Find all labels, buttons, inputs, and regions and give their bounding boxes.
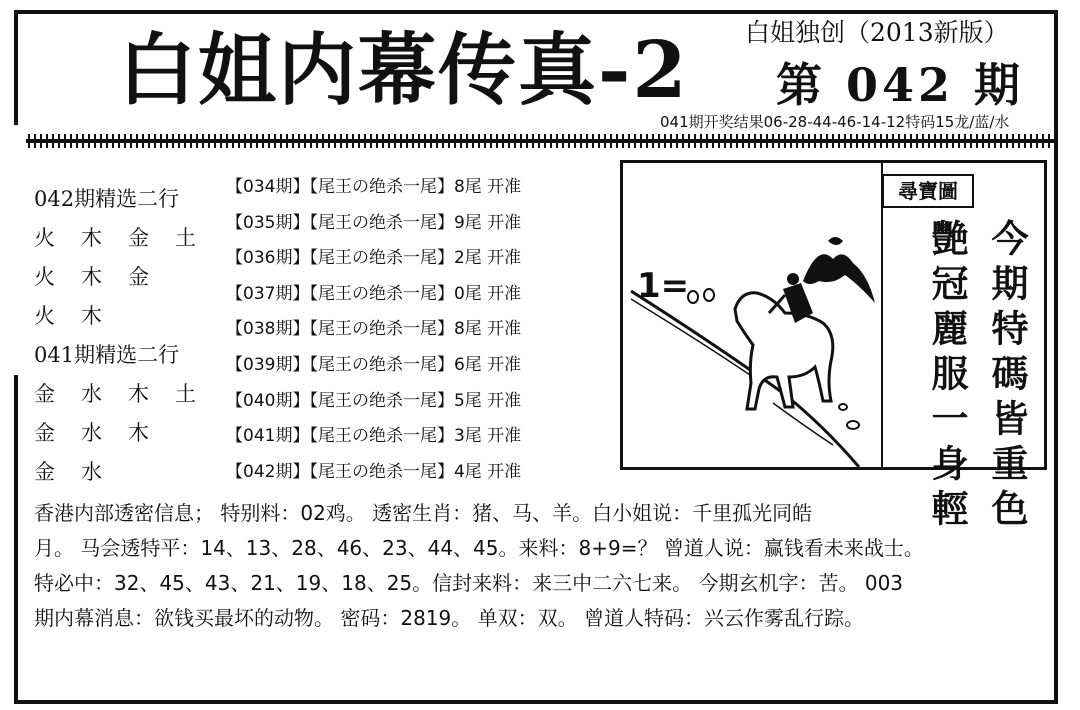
divider-tick xyxy=(370,134,372,148)
divider-tick xyxy=(70,134,72,148)
divider-tick xyxy=(826,134,828,148)
divider-tick xyxy=(616,134,618,148)
divider-tick xyxy=(622,134,624,148)
divider-tick xyxy=(766,134,768,148)
divider-tick xyxy=(400,134,402,148)
divider-tick xyxy=(820,134,822,148)
divider-tick xyxy=(442,134,444,148)
divider-tick xyxy=(280,134,282,148)
divider-tick xyxy=(586,134,588,148)
divider-tick xyxy=(286,134,288,148)
divider-tick xyxy=(334,134,336,148)
divider-tick xyxy=(652,134,654,148)
picks-041-title: 041期精选二行 xyxy=(34,343,180,367)
divider-tick xyxy=(778,134,780,148)
divider-tick xyxy=(898,134,900,148)
divider-tick xyxy=(712,134,714,148)
divider-tick xyxy=(136,134,138,148)
insider-notes xyxy=(34,496,1029,636)
divider-tick xyxy=(1000,134,1002,148)
divider-tick xyxy=(106,134,108,148)
divider-tick xyxy=(958,134,960,148)
divider-tick xyxy=(784,134,786,148)
divider-tick xyxy=(322,134,324,148)
divider-tick xyxy=(190,134,192,148)
divider-tick xyxy=(28,134,30,148)
divider-tick xyxy=(100,134,102,148)
divider-tick xyxy=(1006,134,1008,148)
divider-tick xyxy=(340,134,342,148)
divider-tick xyxy=(694,134,696,148)
note-line: 月。 马会透特平：14、13、28、46、23、44、45。来料：8+9=？ 曾道人说：赢钱看未来战士。 xyxy=(34,536,924,560)
divider-tick xyxy=(178,134,180,148)
frame-right-border xyxy=(1054,10,1058,704)
divider-tick xyxy=(964,134,966,148)
divider-tick xyxy=(994,134,996,148)
picture-number: 1= xyxy=(637,266,690,306)
divider-tick xyxy=(520,134,522,148)
divider-tick xyxy=(922,134,924,148)
divider-tick xyxy=(40,134,42,148)
divider-tick xyxy=(214,134,216,148)
picks-041-row: 金 水 木 xyxy=(34,421,149,445)
picks-panel xyxy=(34,180,224,492)
divider-tick xyxy=(916,134,918,148)
divider-tick xyxy=(292,134,294,148)
divider-tick xyxy=(844,134,846,148)
divider-tick xyxy=(802,134,804,148)
divider-tick xyxy=(34,134,36,148)
divider-tick xyxy=(454,134,456,148)
divider-tick xyxy=(1024,134,1026,148)
divider-tick xyxy=(790,134,792,148)
divider-tick xyxy=(118,134,120,148)
divider-tick xyxy=(238,134,240,148)
divider-tick xyxy=(772,134,774,148)
divider-tick xyxy=(628,134,630,148)
frame-left-border-upper xyxy=(14,10,18,125)
treasure-label: 尋寶圖 xyxy=(882,174,974,208)
divider-tick xyxy=(406,134,408,148)
divider-tick xyxy=(418,134,420,148)
divider-tick xyxy=(1036,134,1038,148)
divider-tick xyxy=(664,134,666,148)
divider-tick xyxy=(502,134,504,148)
divider-tick xyxy=(646,134,648,148)
divider-tick xyxy=(358,134,360,148)
divider-tick xyxy=(748,134,750,148)
divider-tick xyxy=(1030,134,1032,148)
divider-tick xyxy=(886,134,888,148)
list-item: 【038期】【尾王の绝杀一尾】8尾 开准 xyxy=(226,319,522,340)
divider-tick xyxy=(346,134,348,148)
divider-tick xyxy=(160,134,162,148)
list-item: 【035期】【尾王の绝杀一尾】9尾 开准 xyxy=(226,212,522,233)
list-item: 【040期】【尾王の绝杀一尾】5尾 开准 xyxy=(226,390,522,411)
divider-tick xyxy=(1018,134,1020,148)
divider-tick xyxy=(484,134,486,148)
divider-tick xyxy=(430,134,432,148)
divider-tick xyxy=(514,134,516,148)
divider-tick xyxy=(154,134,156,148)
divider-tick xyxy=(268,134,270,148)
divider-tick xyxy=(526,134,528,148)
note-line: 香港内部透密信息； 特别料：02鸡。 透密生肖：猪、马、羊。白小姐说：千里孤光同皓 xyxy=(34,501,813,525)
picks-042-row: 火 木 xyxy=(34,304,102,328)
list-item: 【037期】【尾王の绝杀一尾】0尾 开准 xyxy=(226,283,522,304)
divider-tick xyxy=(82,134,84,148)
divider-tick xyxy=(952,134,954,148)
brand-label: 白姐独创（2013新版） xyxy=(745,18,1009,47)
list-item: 【042期】【尾王の绝杀一尾】4尾 开准 xyxy=(226,461,522,482)
divider-tick xyxy=(688,134,690,148)
divider-tick xyxy=(724,134,726,148)
divider-tick xyxy=(550,134,552,148)
divider-tick xyxy=(880,134,882,148)
divider-tick xyxy=(856,134,858,148)
divider-tick xyxy=(256,134,258,148)
list-item: 【034期】【尾王の绝杀一尾】8尾 开准 xyxy=(226,177,522,197)
divider-tick xyxy=(94,134,96,148)
divider-tick xyxy=(1042,134,1044,148)
divider-tick xyxy=(232,134,234,148)
divider-tick xyxy=(976,134,978,148)
divider-tick xyxy=(304,134,306,148)
treasure-verse-1: 今期特碼皆重色 xyxy=(985,219,1029,534)
divider-tick xyxy=(202,134,204,148)
divider-tick xyxy=(946,134,948,148)
divider-tick xyxy=(262,134,264,148)
divider-tick xyxy=(592,134,594,148)
divider-tick xyxy=(46,134,48,148)
picks-042-row: 火 木 金 土 xyxy=(34,226,196,250)
divider-tick xyxy=(850,134,852,148)
divider-tick xyxy=(814,134,816,148)
divider-tick xyxy=(562,134,564,148)
divider-tick xyxy=(508,134,510,148)
list-item: 【041期】【尾王の绝杀一尾】3尾 开准 xyxy=(226,426,522,447)
divider-tick xyxy=(112,134,114,148)
divider-tick xyxy=(892,134,894,148)
picks-041-row: 金 水 xyxy=(34,460,102,484)
divider-tick xyxy=(130,134,132,148)
divider-tick xyxy=(436,134,438,148)
divider-tick xyxy=(184,134,186,148)
divider-tick xyxy=(412,134,414,148)
divider-tick xyxy=(352,134,354,148)
divider-tick xyxy=(226,134,228,148)
treasure-separator xyxy=(881,163,883,467)
divider-tick xyxy=(88,134,90,148)
divider-tick xyxy=(448,134,450,148)
divider-tick xyxy=(556,134,558,148)
divider-tick xyxy=(940,134,942,148)
horse-rider-icon xyxy=(623,163,879,467)
divider-tick xyxy=(754,134,756,148)
divider-tick xyxy=(1012,134,1014,148)
divider-tick xyxy=(142,134,144,148)
divider-tick xyxy=(310,134,312,148)
divider-tick xyxy=(316,134,318,148)
divider-tick xyxy=(298,134,300,148)
divider-tick xyxy=(742,134,744,148)
divider-tick xyxy=(490,134,492,148)
last-draw-result: 041期开奖结果06-28-44-46-14-12特码15龙/蓝/水 xyxy=(660,113,1010,131)
divider-tick xyxy=(730,134,732,148)
divider-tick xyxy=(460,134,462,148)
divider-tick xyxy=(658,134,660,148)
divider-tick xyxy=(928,134,930,148)
divider-tick xyxy=(682,134,684,148)
divider-tick xyxy=(838,134,840,148)
issue-number: 第 042 期 xyxy=(776,58,1025,112)
divider-tick xyxy=(700,134,702,148)
divider-tick xyxy=(862,134,864,148)
divider-tick xyxy=(220,134,222,148)
divider-tick xyxy=(166,134,168,148)
divider-tick xyxy=(604,134,606,148)
divider-tick xyxy=(988,134,990,148)
divider-tick xyxy=(472,134,474,148)
divider-tick xyxy=(538,134,540,148)
divider-tick xyxy=(634,134,636,148)
note-line: 特必中：32、45、43、21、19、18、25。信封来料：来三中二六七来。 今期玄机字：苦。 003 xyxy=(34,571,904,595)
divider-tick xyxy=(364,134,366,148)
divider-tick xyxy=(970,134,972,148)
divider-tick xyxy=(52,134,54,148)
list-item: 【039期】【尾王の绝杀一尾】6尾 开准 xyxy=(226,354,522,375)
divider-tick xyxy=(568,134,570,148)
divider-tick xyxy=(934,134,936,148)
divider-tick xyxy=(478,134,480,148)
divider-tick xyxy=(706,134,708,148)
divider-tick xyxy=(58,134,60,148)
divider-tick xyxy=(640,134,642,148)
divider-tick xyxy=(736,134,738,148)
divider-tick xyxy=(388,134,390,148)
frame-top-border xyxy=(14,10,1058,15)
divider-tick xyxy=(760,134,762,148)
divider-tick xyxy=(124,134,126,148)
divider-tick xyxy=(580,134,582,148)
picks-041-row: 金 水 木 土 xyxy=(34,382,196,406)
divider-tick xyxy=(874,134,876,148)
divider-tick xyxy=(610,134,612,148)
list-item: 【036期】【尾王の绝杀一尾】2尾 开准 xyxy=(226,248,522,269)
divider-tick xyxy=(904,134,906,148)
frame-left-border-lower xyxy=(14,375,18,704)
picks-042-title: 042期精选二行 xyxy=(34,187,180,211)
divider-tick xyxy=(832,134,834,148)
divider-tick xyxy=(466,134,468,148)
divider-tick xyxy=(670,134,672,148)
divider-tick xyxy=(274,134,276,148)
divider-tick xyxy=(982,134,984,148)
divider-tick xyxy=(1048,134,1050,148)
divider-tick xyxy=(868,134,870,148)
divider-tick xyxy=(172,134,174,148)
treasure-verse-2: 艷冠麗服一身輕 xyxy=(925,219,969,534)
page-title: 白姐内幕传真-2 xyxy=(118,25,689,116)
divider-tick xyxy=(148,134,150,148)
frame-bottom-border xyxy=(14,700,1058,704)
picks-042-row: 火 木 金 xyxy=(34,265,149,289)
divider-tick xyxy=(208,134,210,148)
divider-tick xyxy=(328,134,330,148)
note-line: 期内幕消息：欲钱买最坏的动物。 密码：2819。 单双：双。 曾道人特码：兴云作雾乱行踪。 xyxy=(34,606,864,630)
divider-tick xyxy=(382,134,384,148)
divider-tick xyxy=(250,134,252,148)
divider-tick xyxy=(676,134,678,148)
divider-tick xyxy=(718,134,720,148)
divider-tick xyxy=(424,134,426,148)
treasure-map-box xyxy=(620,160,1047,534)
divider-tick xyxy=(598,134,600,148)
divider-tick xyxy=(796,134,798,148)
divider-tick xyxy=(376,134,378,148)
divider-tick xyxy=(244,134,246,148)
decorative-divider xyxy=(26,134,1054,148)
divider-tick xyxy=(196,134,198,148)
divider-tick xyxy=(64,134,66,148)
divider-tick xyxy=(532,134,534,148)
divider-tick xyxy=(496,134,498,148)
divider-tick xyxy=(574,134,576,148)
divider-tick xyxy=(910,134,912,148)
divider-tick xyxy=(544,134,546,148)
divider-tick xyxy=(394,134,396,148)
tail-record-list xyxy=(226,170,596,490)
divider-tick xyxy=(808,134,810,148)
divider-tick xyxy=(76,134,78,148)
